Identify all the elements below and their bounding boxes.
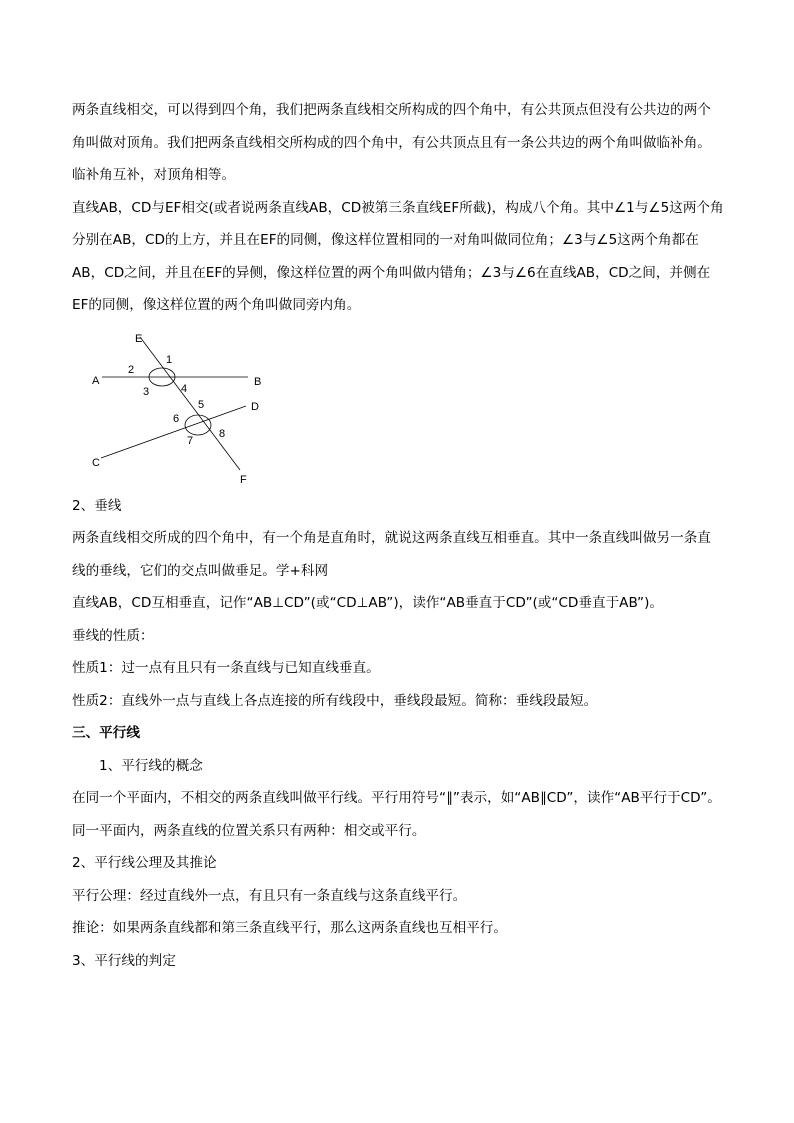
- paragraph-perpendicular-notation: 直线AB，CD互相垂直，记作“AB⊥CD”(或“CD⊥AB”)，读作“AB垂直于CD”(或“CD垂直于AB”)。: [72, 595, 664, 611]
- paragraph-eight-angles: 直线AB，CD与EF相交(或者说两条直线AB，CD被第三条直线EF所截)，构成八个角。其中∠1与∠5这两个角分别在AB，CD的上方，并且在EF的同侧，像这样位置相同的一对角叫做同位角；∠3与∠5这两个角都在AB，CD之间，并且在EF的异侧，像这样位置的两个角叫做内错角；∠3与∠6在直线AB，CD之间，并侧在EF的同侧，像这样位置的两个角叫做同旁内角。: [72, 199, 724, 313]
- lower-angle-arc: [185, 415, 211, 435]
- document-body: [72, 94, 724, 977]
- label-f: F: [240, 473, 247, 486]
- paragraph-corollary: 推论：如果两条直线都和第三条直线平行，那么这两条直线也互相平行。: [72, 920, 507, 936]
- paragraph-line-relations: 同一平面内，两条直线的位置关系只有两种：相交或平行。: [72, 822, 426, 839]
- paragraph-parallel-def: 在同一个平面内，不相交的两条直线叫做平行线。平行用符号“∥”表示，如“AB∥CD”，读作“AB平行于CD”。: [72, 790, 721, 806]
- angle-7: 7: [187, 434, 194, 447]
- angle-5: 5: [198, 398, 205, 411]
- paragraph-property-2: 性质2：直线外一点与直线上各点连接的所有线段中，垂线段最短。简称：垂线段最短。: [72, 692, 598, 709]
- transversal-figure: [80, 330, 320, 486]
- paragraph-property-1: 性质1：过一点有且只有一条直线与已知直线垂直。: [72, 660, 380, 676]
- label-c: C: [92, 456, 100, 469]
- paragraph-angle-properties: 临补角互补，对顶角相等。: [72, 167, 236, 183]
- section-heading-parallel: 三、平行线: [72, 725, 140, 741]
- angle-4: 4: [181, 382, 188, 395]
- label-b: B: [254, 375, 262, 388]
- angle-2: 2: [128, 363, 135, 376]
- transversal-diagram: [80, 330, 320, 486]
- heading-parallel-criteria: 3、平行线的判定: [72, 952, 176, 969]
- label-e: E: [135, 332, 143, 345]
- angle-6: 6: [173, 412, 180, 425]
- angle-1: 1: [166, 353, 173, 366]
- angle-8: 8: [219, 427, 226, 440]
- paragraph-parallel-axiom: 平行公理：经过直线外一点，有且只有一条直线与这条直线平行。: [72, 887, 467, 904]
- heading-perpendicular-properties: 垂线的性质：: [72, 627, 154, 644]
- heading-parallel-concept: 1、平行线的概念: [99, 757, 203, 774]
- paragraph-perpendicular-def: 两条直线相交所成的四个角中，有一个角是直角时，就说这两条直线互相垂直。其中一条直线叫做另一条直线的垂线，它们的交点叫做垂足。学+科网: [72, 530, 711, 579]
- paragraph-vertical-angles: 两条直线相交，可以得到四个角，我们把两条直线相交所构成的四个角中，有公共顶点但没有公共边的两个角叫做对顶角。我们把两条直线相交所构成的四个角中，有公共顶点且有一条公共边的两个角叫做临补角。: [72, 102, 711, 151]
- heading-perpendicular: 2、垂线: [72, 497, 122, 514]
- heading-parallel-axiom: 2、平行线公理及其推论: [72, 855, 217, 871]
- label-a: A: [92, 374, 100, 387]
- label-d: D: [251, 400, 259, 413]
- angle-3: 3: [143, 385, 150, 398]
- line-ef: [140, 337, 240, 470]
